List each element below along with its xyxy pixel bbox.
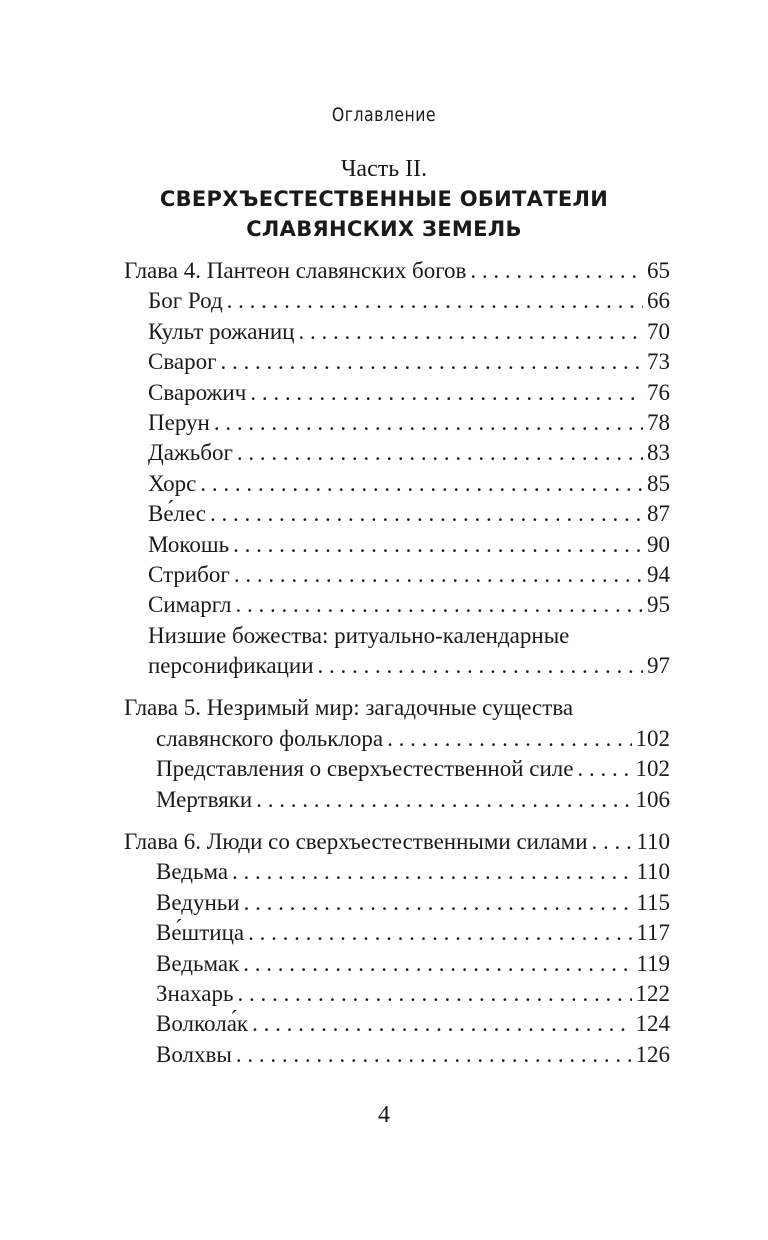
toc-entry-title: Сварог xyxy=(148,349,217,375)
toc-entry-page: 78 xyxy=(647,409,670,435)
dot-leader xyxy=(233,530,643,560)
dot-leader xyxy=(577,754,631,784)
toc-entry-page: 102 xyxy=(635,756,670,782)
toc-entry-page: 97 xyxy=(647,653,670,679)
toc-entry-page: 66 xyxy=(647,288,670,314)
part-title-line: СЛАВЯНСКИХ ЗЕМЕЛЬ xyxy=(246,217,522,241)
dot-leader xyxy=(234,560,643,590)
toc-entry-title: Бог Род xyxy=(148,288,223,314)
dot-leader xyxy=(243,949,632,979)
toc-entry xyxy=(124,918,670,948)
toc-entry-page: 102 xyxy=(635,725,670,751)
toc-entry xyxy=(124,469,670,499)
toc-entry xyxy=(124,979,670,1009)
toc-entry-page: 85 xyxy=(647,470,670,496)
toc-chapter-entry xyxy=(124,256,670,286)
toc-entry-page: 115 xyxy=(636,889,670,915)
dot-leader xyxy=(237,438,643,468)
toc-entry-title: Низшие божества: ритуально-календарные xyxy=(148,622,570,648)
toc-entry-page: 70 xyxy=(647,318,670,344)
toc-entry xyxy=(124,438,670,468)
dot-leader xyxy=(236,1040,632,1070)
toc-entry-page: 110 xyxy=(636,859,670,885)
running-head: Оглавление xyxy=(331,104,437,126)
toc-entry-title: Глава 6. Люди со сверхъестественными силами xyxy=(124,829,588,855)
toc-entry xyxy=(124,1009,670,1039)
dot-leader xyxy=(227,286,643,316)
toc-entry-page: 73 xyxy=(647,349,670,375)
toc-entry-title: Мертвяки xyxy=(156,786,253,812)
toc-entry-page: 122 xyxy=(635,980,670,1006)
toc-entry-title: Ведьма xyxy=(156,859,229,885)
dot-leader xyxy=(237,979,631,1009)
toc-entry-page: 95 xyxy=(647,592,670,618)
toc-entry xyxy=(124,949,670,979)
toc-entry xyxy=(124,408,670,438)
toc-entry xyxy=(124,651,670,681)
toc-entry-title: Сварожич xyxy=(148,379,247,405)
dot-leader xyxy=(200,469,643,499)
toc-entry-title: Мокошь xyxy=(148,531,230,557)
dot-leader xyxy=(232,857,632,887)
dot-leader xyxy=(250,378,643,408)
dot-leader xyxy=(387,724,631,754)
toc-entry-title: Ве́лес xyxy=(148,501,207,527)
toc-entry-title: Ведьмак xyxy=(156,950,240,976)
toc-entry-page: 126 xyxy=(635,1041,670,1067)
dot-leader xyxy=(298,317,643,347)
toc-chapter-entry xyxy=(124,827,670,857)
toc-entry-title: Перун xyxy=(148,409,210,435)
toc-entry xyxy=(124,560,670,590)
toc-entry xyxy=(124,347,670,377)
toc-chapter-entry xyxy=(124,693,670,723)
toc-entry-title: славянского фольклора xyxy=(156,725,384,751)
toc-entry-page: 76 xyxy=(647,379,670,405)
dot-leader xyxy=(244,888,633,918)
toc-entry xyxy=(124,857,670,887)
part-title xyxy=(0,184,768,244)
part-title-line: СВЕРХЪЕСТЕСТВЕННЫЕ ОБИТАТЕЛИ xyxy=(159,187,609,211)
toc-entry xyxy=(124,785,670,815)
toc-entry xyxy=(124,530,670,560)
dot-leader xyxy=(248,918,632,948)
toc-entry-title: Ведуньи xyxy=(156,889,240,915)
toc-entry-title: Знахарь xyxy=(156,980,234,1006)
toc-entry-title: Глава 4. Пантеон славянских богов xyxy=(124,258,467,283)
dot-leader xyxy=(592,827,633,857)
dot-leader xyxy=(318,651,643,681)
toc-entry xyxy=(124,590,670,620)
toc-entry-page: 90 xyxy=(647,531,670,557)
toc-entry-title: Симаргл xyxy=(148,592,232,618)
dot-leader xyxy=(236,590,644,620)
toc-entry xyxy=(124,286,670,316)
toc-entry-title: Глава 5. Незримый мир: загадочные существа xyxy=(124,695,574,721)
toc-entry-title: Ве́штица xyxy=(156,920,245,946)
toc-entry xyxy=(124,621,670,651)
dot-leader xyxy=(256,785,631,815)
toc-entry-title: Представления о сверхъестественной силе xyxy=(156,756,574,782)
toc-entry xyxy=(124,724,670,754)
toc-entry xyxy=(124,378,670,408)
toc-entry-page: 106 xyxy=(635,786,670,812)
part-label: Часть II. xyxy=(340,156,428,182)
dot-leader xyxy=(470,256,643,286)
toc-entry-title: Стрибог xyxy=(148,561,230,587)
toc-entry-title: Хорс xyxy=(148,470,197,496)
table-of-contents xyxy=(124,256,670,1070)
toc-entry-title: Дажьбог xyxy=(148,440,233,466)
dot-leader xyxy=(214,408,643,438)
toc-entry-title: Волхвы xyxy=(156,1041,232,1067)
toc-entry xyxy=(124,754,670,784)
dot-leader xyxy=(252,1009,631,1039)
toc-entry-title: Волкола́к xyxy=(156,1011,249,1037)
toc-entry-page: 65 xyxy=(647,258,670,283)
toc-entry-page: 87 xyxy=(647,501,670,527)
toc-entry-page: 124 xyxy=(635,1011,670,1037)
dot-leader xyxy=(210,499,643,529)
toc-entry-page: 94 xyxy=(647,561,670,587)
toc-entry-title: Культ рожаниц xyxy=(148,318,295,344)
toc-entry-page: 119 xyxy=(636,950,670,976)
page-number: 4 xyxy=(378,1102,390,1128)
toc-entry-page: 117 xyxy=(636,920,670,946)
toc-entry-page: 83 xyxy=(647,440,670,466)
toc-entry xyxy=(124,499,670,529)
toc-entry xyxy=(124,888,670,918)
toc-entry-title: персонификации xyxy=(148,653,314,679)
dot-leader xyxy=(221,347,643,377)
toc-entry xyxy=(124,317,670,347)
toc-entry-page: 110 xyxy=(636,829,670,855)
toc-entry xyxy=(124,1040,670,1070)
